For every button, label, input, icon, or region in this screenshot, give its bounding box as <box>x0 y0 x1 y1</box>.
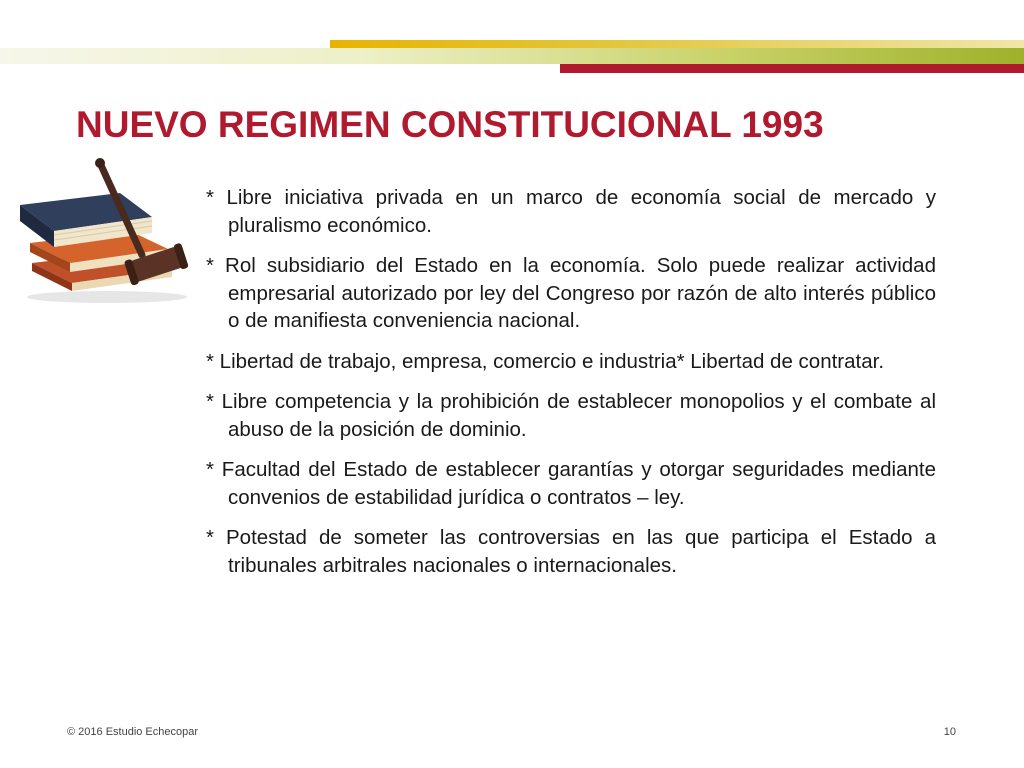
header-gradient-stripe <box>0 48 1024 64</box>
bullet-item: * Rol subsidiario del Estado en la economía. Solo puede realizar actividad empresarial autorizado por ley del Congreso por razón de alto interés público o de manifiesta conveniencia nacional. <box>206 254 936 332</box>
page-number: 10 <box>943 726 956 738</box>
header-red-stripe <box>560 64 1024 73</box>
bullet-item: * Libertad de trabajo, empresa, comercio e industria* Libertad de contratar. <box>206 349 885 373</box>
bullet-list <box>206 184 936 592</box>
footer-copyright: © 2016 Estudio Echecopar <box>67 726 199 738</box>
header-gold-stripe <box>330 40 1024 48</box>
bullet-item: * Facultad del Estado de establecer garantías y otorgar seguridades mediante convenios de estabilidad jurídica o contratos – ley. <box>206 458 936 509</box>
bullet-item: * Libre competencia y la prohibición de establecer monopolios y el combate al abuso de la posición de dominio. <box>206 390 936 441</box>
bullet-item: * Potestad de someter las controversias en las que participa el Estado a tribunales arbitrales nacionales o internacionales. <box>206 526 936 577</box>
slide-title: NUEVO REGIMEN CONSTITUCIONAL 1993 <box>76 104 824 145</box>
bullet-item: * Libre iniciativa privada en un marco de economía social de mercado y pluralismo económico. <box>206 186 936 237</box>
books-and-gavel-icon <box>12 155 192 305</box>
